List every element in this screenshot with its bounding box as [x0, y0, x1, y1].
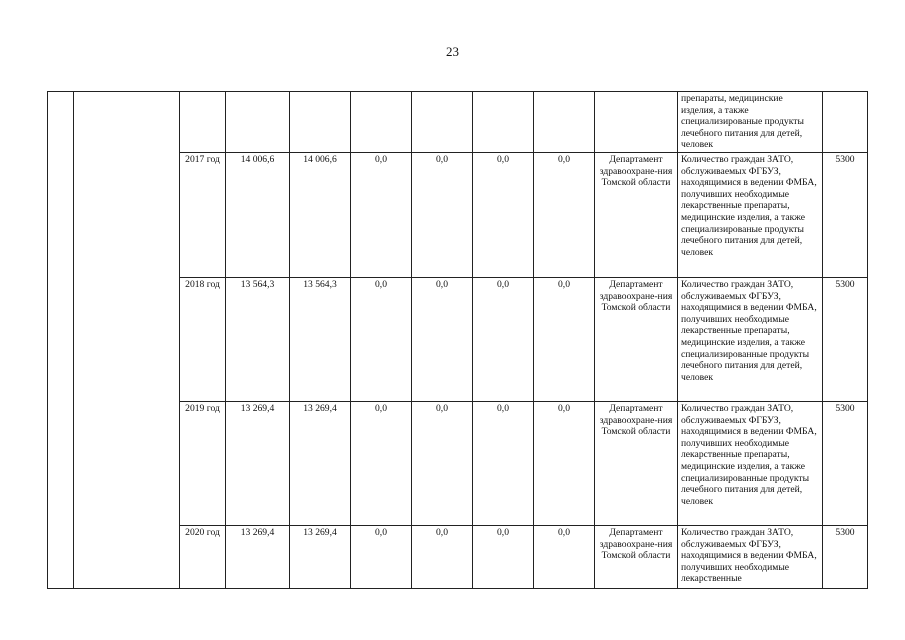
amount-cell: 0,0 — [534, 526, 595, 589]
amount-total-cell: 14 006,6 — [226, 153, 290, 278]
amount-total-cell — [226, 92, 290, 153]
indicator-value-cell — [823, 92, 868, 153]
indicator-value-cell: 5300 — [823, 278, 868, 402]
amount-cell — [351, 92, 412, 153]
amount-cell: 0,0 — [351, 278, 412, 402]
table-row — [48, 92, 868, 153]
amount-cell — [534, 92, 595, 153]
indicator-cell: препараты, медицинские изделия, а также специализированые продукты лечебного питания для детей, человек — [678, 92, 823, 153]
amount-cell — [473, 92, 534, 153]
amount-cell — [412, 92, 473, 153]
amount-cell: 0,0 — [412, 526, 473, 589]
amount-cell: 0,0 — [412, 153, 473, 278]
amount-cell: 0,0 — [412, 278, 473, 402]
indicator-value-cell: 5300 — [823, 526, 868, 589]
amount-cell: 0,0 — [351, 153, 412, 278]
indicator-cell: Количество граждан ЗАТО, обслуживаемых ФГБУЗ, находящимися в ведении ФМБА, получивших необходимые лекарственные препараты, медицинские изделия, а также специализированные продукты лечебного питания для детей, человек — [678, 278, 823, 402]
department-cell: Департамент здравоохране-ния Томской области — [595, 153, 678, 278]
indicator-cell: Количество граждан ЗАТО, обслуживаемых ФГБУЗ, находящимися в ведении ФМБА, получивших необходимые лекарственные препараты, медицинские изделия, а также специализированые продукты лечебного питания для детей, человек — [678, 153, 823, 278]
blank-column-cell — [48, 92, 74, 589]
indicator-value-cell: 5300 — [823, 402, 868, 526]
department-cell: Департамент здравоохране-ния Томской области — [595, 402, 678, 526]
year-cell: 2018 год — [180, 278, 226, 402]
amount-cell: 0,0 — [473, 153, 534, 278]
year-cell — [180, 92, 226, 153]
amount-cell: 0,0 — [473, 526, 534, 589]
amount-total-cell: 13 269,4 — [226, 402, 290, 526]
blank-column-cell — [74, 92, 180, 589]
amount-total-cell: 13 269,4 — [226, 526, 290, 589]
amount-cell: 14 006,6 — [290, 153, 351, 278]
amount-cell: 13 564,3 — [290, 278, 351, 402]
year-cell: 2017 год — [180, 153, 226, 278]
indicator-cell: Количество граждан ЗАТО, обслуживаемых ФГБУЗ, находящимися в ведении ФМБА, получивших необходимые лекарственные препараты, медицинские изделия, а также специализированные продукты лечебного питания для детей, человек — [678, 402, 823, 526]
amount-total-cell: 13 564,3 — [226, 278, 290, 402]
page-number: 23 — [446, 44, 459, 59]
department-cell — [595, 92, 678, 153]
amount-cell: 0,0 — [473, 278, 534, 402]
indicator-value-cell: 5300 — [823, 153, 868, 278]
year-cell: 2020 год — [180, 526, 226, 589]
amount-cell: 0,0 — [473, 402, 534, 526]
year-cell: 2019 год — [180, 402, 226, 526]
amount-cell: 13 269,4 — [290, 402, 351, 526]
budget-table — [47, 91, 868, 589]
department-cell: Департамент здравоохране-ния Томской области — [595, 526, 678, 589]
amount-cell: 0,0 — [351, 402, 412, 526]
amount-cell: 0,0 — [534, 402, 595, 526]
department-cell: Департамент здравоохране-ния Томской области — [595, 278, 678, 402]
amount-cell: 0,0 — [412, 402, 473, 526]
amount-cell: 13 269,4 — [290, 526, 351, 589]
amount-cell: 0,0 — [534, 278, 595, 402]
amount-cell: 0,0 — [351, 526, 412, 589]
indicator-cell: Количество граждан ЗАТО, обслуживаемых ФГБУЗ, находящимися в ведении ФМБА, получивших необходимые лекарственные — [678, 526, 823, 589]
amount-cell — [290, 92, 351, 153]
amount-cell: 0,0 — [534, 153, 595, 278]
